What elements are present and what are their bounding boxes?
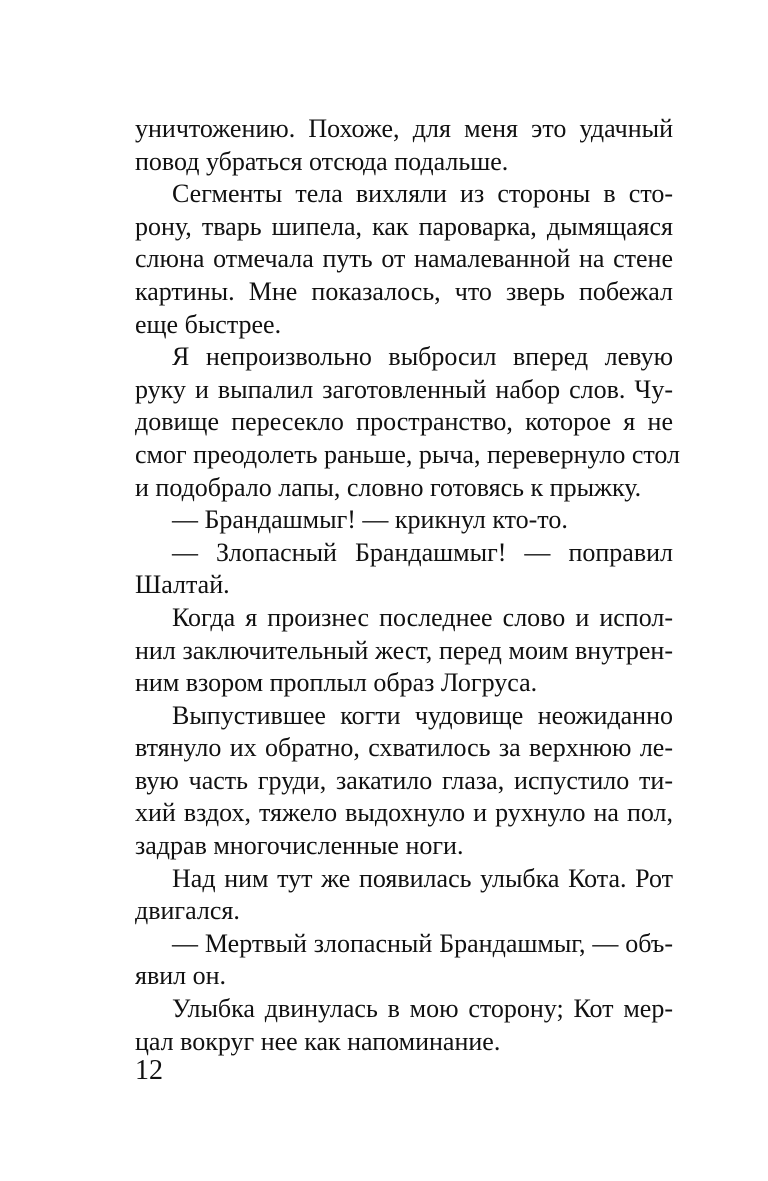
text-line: еще быстрее. xyxy=(135,309,282,339)
text-line: вую часть груди, закатило глаза, испустило ти- xyxy=(135,765,673,795)
text-line: Выпустившее когти чудовище неожиданно xyxy=(172,700,673,730)
page-text xyxy=(135,113,681,1058)
text-line: — Злопасный Брандашмыг! — поправил xyxy=(172,537,673,567)
text-line: смог преодолеть раньше, рыча, перевернуло стол xyxy=(135,439,681,469)
text-line: повод убраться отсюда подальше. xyxy=(135,146,509,176)
paragraph xyxy=(135,537,673,602)
paragraph xyxy=(135,602,673,700)
text-line: ним взором проплыл образ Логруса. xyxy=(135,668,538,698)
paragraph xyxy=(135,178,673,341)
text-line: цал вокруг нее как напоминание. xyxy=(135,1026,501,1056)
text-line: Я непроизвольно выбросил вперед левую xyxy=(172,342,673,372)
text-line: — Брандашмыг! — крикнул кто-то. xyxy=(172,505,568,535)
text-line: довище пересекло пространство, которое я не xyxy=(135,407,673,437)
text-line: Когда я произнес последнее слово и испол- xyxy=(172,602,673,632)
paragraph xyxy=(135,863,673,928)
text-line: Шалтай. xyxy=(135,570,230,600)
paragraph xyxy=(135,504,673,537)
paragraph xyxy=(135,700,673,863)
paragraph xyxy=(135,341,681,504)
paragraph xyxy=(135,928,673,993)
text-line: нил заключительный жест, перед моим внутрен- xyxy=(135,635,673,665)
text-line: явил он. xyxy=(135,961,227,991)
text-line: руку и выпалил заготовленный набор слов. Чу- xyxy=(135,374,673,404)
page-number: 12 xyxy=(135,1055,163,1086)
paragraph xyxy=(135,113,673,178)
text-line: двигался. xyxy=(135,896,240,926)
text-line: уничтожению. Похоже, для меня это удачный xyxy=(135,114,673,143)
paragraph xyxy=(135,993,673,1058)
text-line: хий вздох, тяжело выдохнуло и рухнуло на пол, xyxy=(135,798,673,828)
text-line: Над ним тут же появилась улыбка Кота. Рот xyxy=(172,863,673,893)
text-line: Улыбка двинулась в мою сторону; Кот мер- xyxy=(172,994,673,1024)
text-line: втянуло их обратно, схватилось за верхнюю ле- xyxy=(135,733,673,763)
text-line: и подобрало лапы, словно готовясь к прыжку. xyxy=(135,472,642,502)
text-line: Сегменты тела вихляли из стороны в сто- xyxy=(172,179,673,209)
text-line: задрав многочисленные ноги. xyxy=(135,831,464,861)
text-line: картины. Мне показалось, что зверь побежал xyxy=(135,276,673,306)
text-line: — Мертвый злопасный Брандашмыг, — объ- xyxy=(172,928,673,958)
text-line: рону, тварь шипела, как пароварка, дымящаяся xyxy=(135,211,673,241)
text-line: слюна отмечала путь от намалеванной на стене xyxy=(135,244,673,274)
